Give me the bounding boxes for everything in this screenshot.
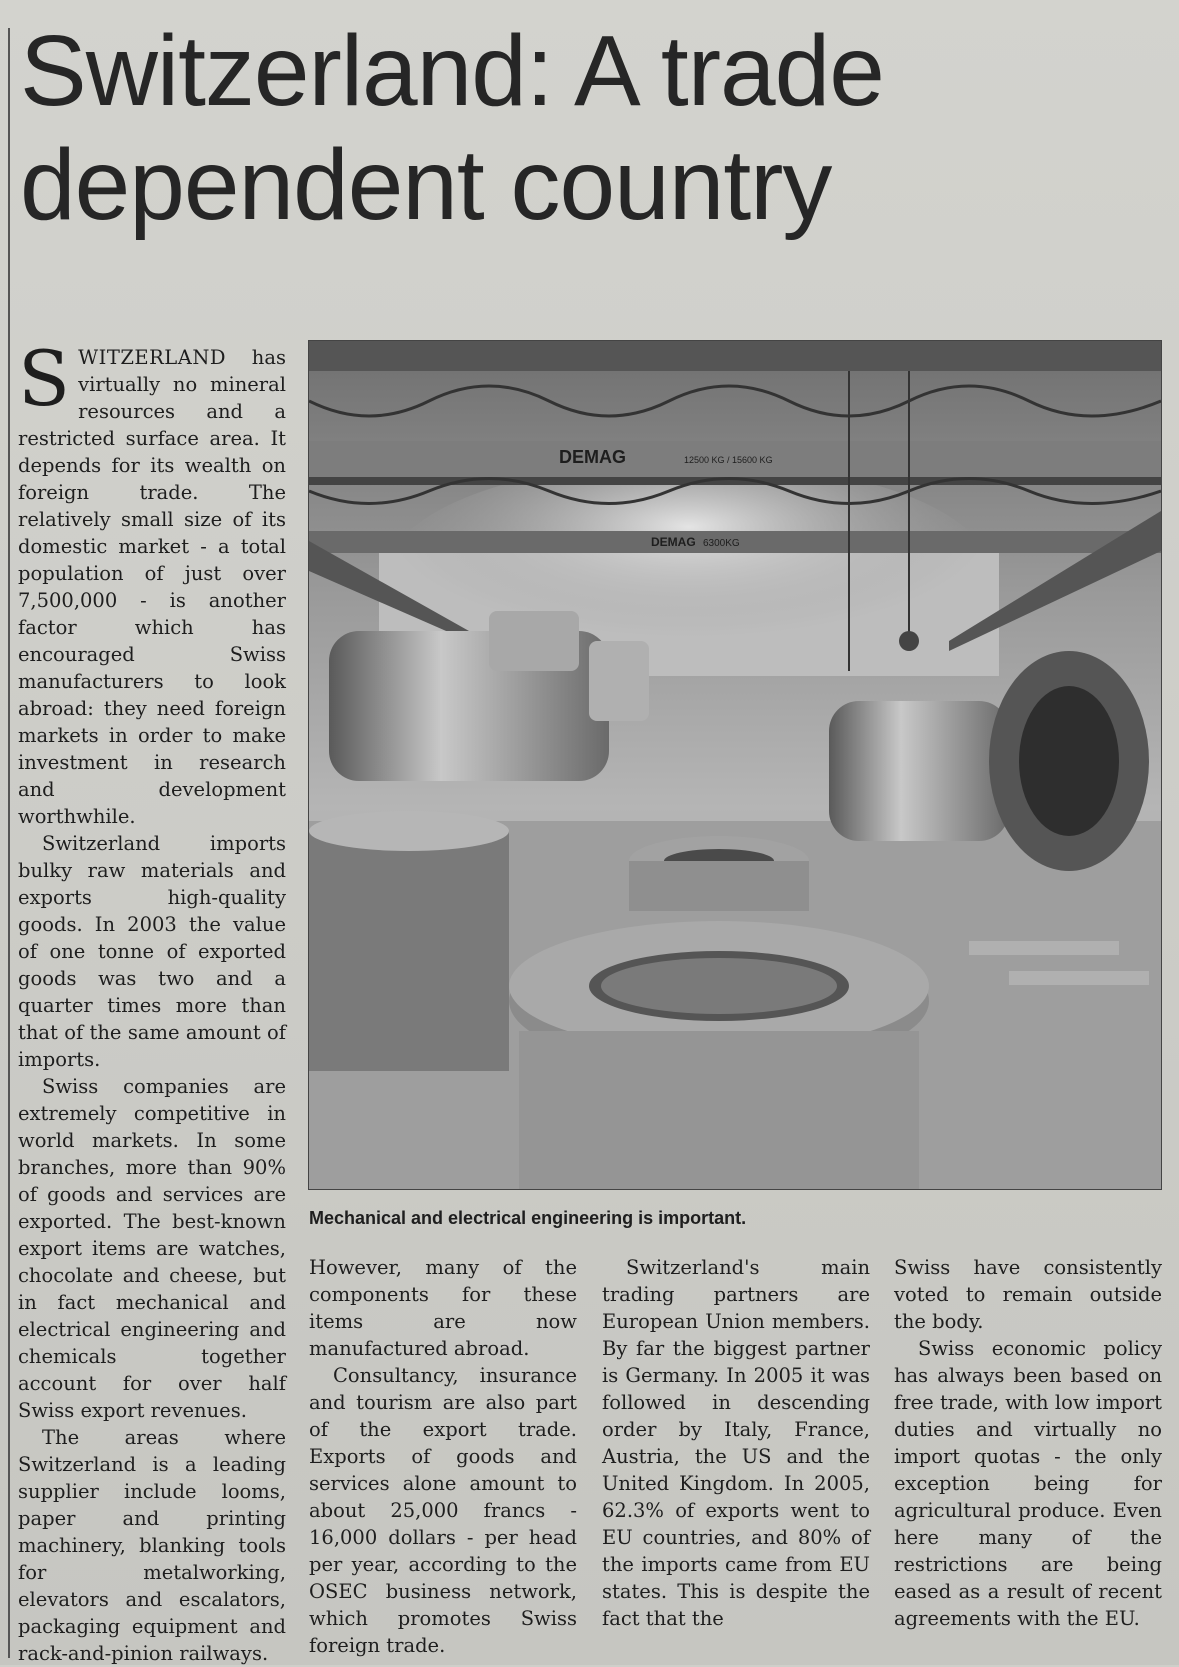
crane-brand-1: DEMAG bbox=[559, 447, 626, 467]
headline-line-1: Switzerland: A trade bbox=[20, 15, 884, 127]
paragraph-text: has virtually no mineral resources and a restricted surface area. It depends for its wealth on foreign trade. The relatively small size of its domestic market - a total population of just over 7,500,000 - is another factor which has encouraged Swiss manufacturers to look abroad: they need foreign markets in order to make investment in research and development worthwhile. bbox=[18, 346, 286, 828]
article-column-1 bbox=[18, 334, 286, 1667]
paragraph: Swiss economic policy has always been based on free trade, with low import duties and virtually no import quotas - the only exception being for agricultural produce. Even here many of the restrictions are being eased as a result of recent agreements with the EU. bbox=[894, 1337, 1162, 1630]
paragraph: However, many of the components for these items are now manufactured abroad. bbox=[309, 1256, 577, 1360]
lead-paragraph bbox=[18, 334, 286, 830]
headline-line-2: dependent country bbox=[20, 129, 832, 241]
drop-cap: S bbox=[18, 334, 71, 423]
factory-photo bbox=[308, 340, 1162, 1190]
photo-caption: Mechanical and electrical engineering is important. bbox=[309, 1208, 747, 1228]
column-rule bbox=[8, 28, 10, 1658]
crane-load-1: 12500 KG / 15600 KG bbox=[684, 455, 773, 465]
crane-load-2: 6300KG bbox=[703, 538, 740, 549]
paragraph: Swiss companies are extremely competitive in world markets. In some branches, more than 90% of goods and services are exported. The best-known export items are watches, chocolate and cheese, but in fact mechanical and electrical engineering and chemicals together account for over half Swiss export revenues. bbox=[18, 1075, 286, 1422]
paragraph: The areas where Switzerland is a leading supplier include looms, paper and printing machinery, blanking tools for metalworking, elevators and escalators, packaging equipment and rack-and-pinion railways. bbox=[18, 1426, 286, 1665]
paragraph: Consultancy, insurance and tourism are also part of the export trade. Exports of goods and services alone amount to about 25,000 francs - 16,000 dollars - per head per year, according to the OSEC business network, which promotes Swiss foreign trade. bbox=[309, 1364, 577, 1657]
article-column-4 bbox=[894, 1254, 1162, 1632]
headline bbox=[20, 14, 1160, 242]
article-column-2 bbox=[309, 1254, 577, 1659]
lead-smallcaps: WITZERLAND bbox=[78, 346, 227, 369]
factory-illustration bbox=[309, 341, 1161, 1189]
article-column-3 bbox=[602, 1254, 870, 1632]
crane-brand-2: DEMAG bbox=[651, 535, 696, 549]
paragraph: Switzerland's main trading partners are European Union members. By far the biggest partner is Germany. In 2005 it was followed in descending order by Italy, France, Austria, the US and the United Kingdom. In 2005, 62.3% of exports went to EU countries, and 80% of the imports came from EU states. This is despite the fact that the bbox=[602, 1256, 870, 1630]
paragraph: Swiss have consistently voted to remain outside the body. bbox=[894, 1256, 1162, 1333]
paragraph: Switzerland imports bulky raw materials and exports high-quality goods. In 2003 the value of one tonne of exported goods was two and a quarter times more than that of the same amount of imports. bbox=[18, 832, 286, 1071]
